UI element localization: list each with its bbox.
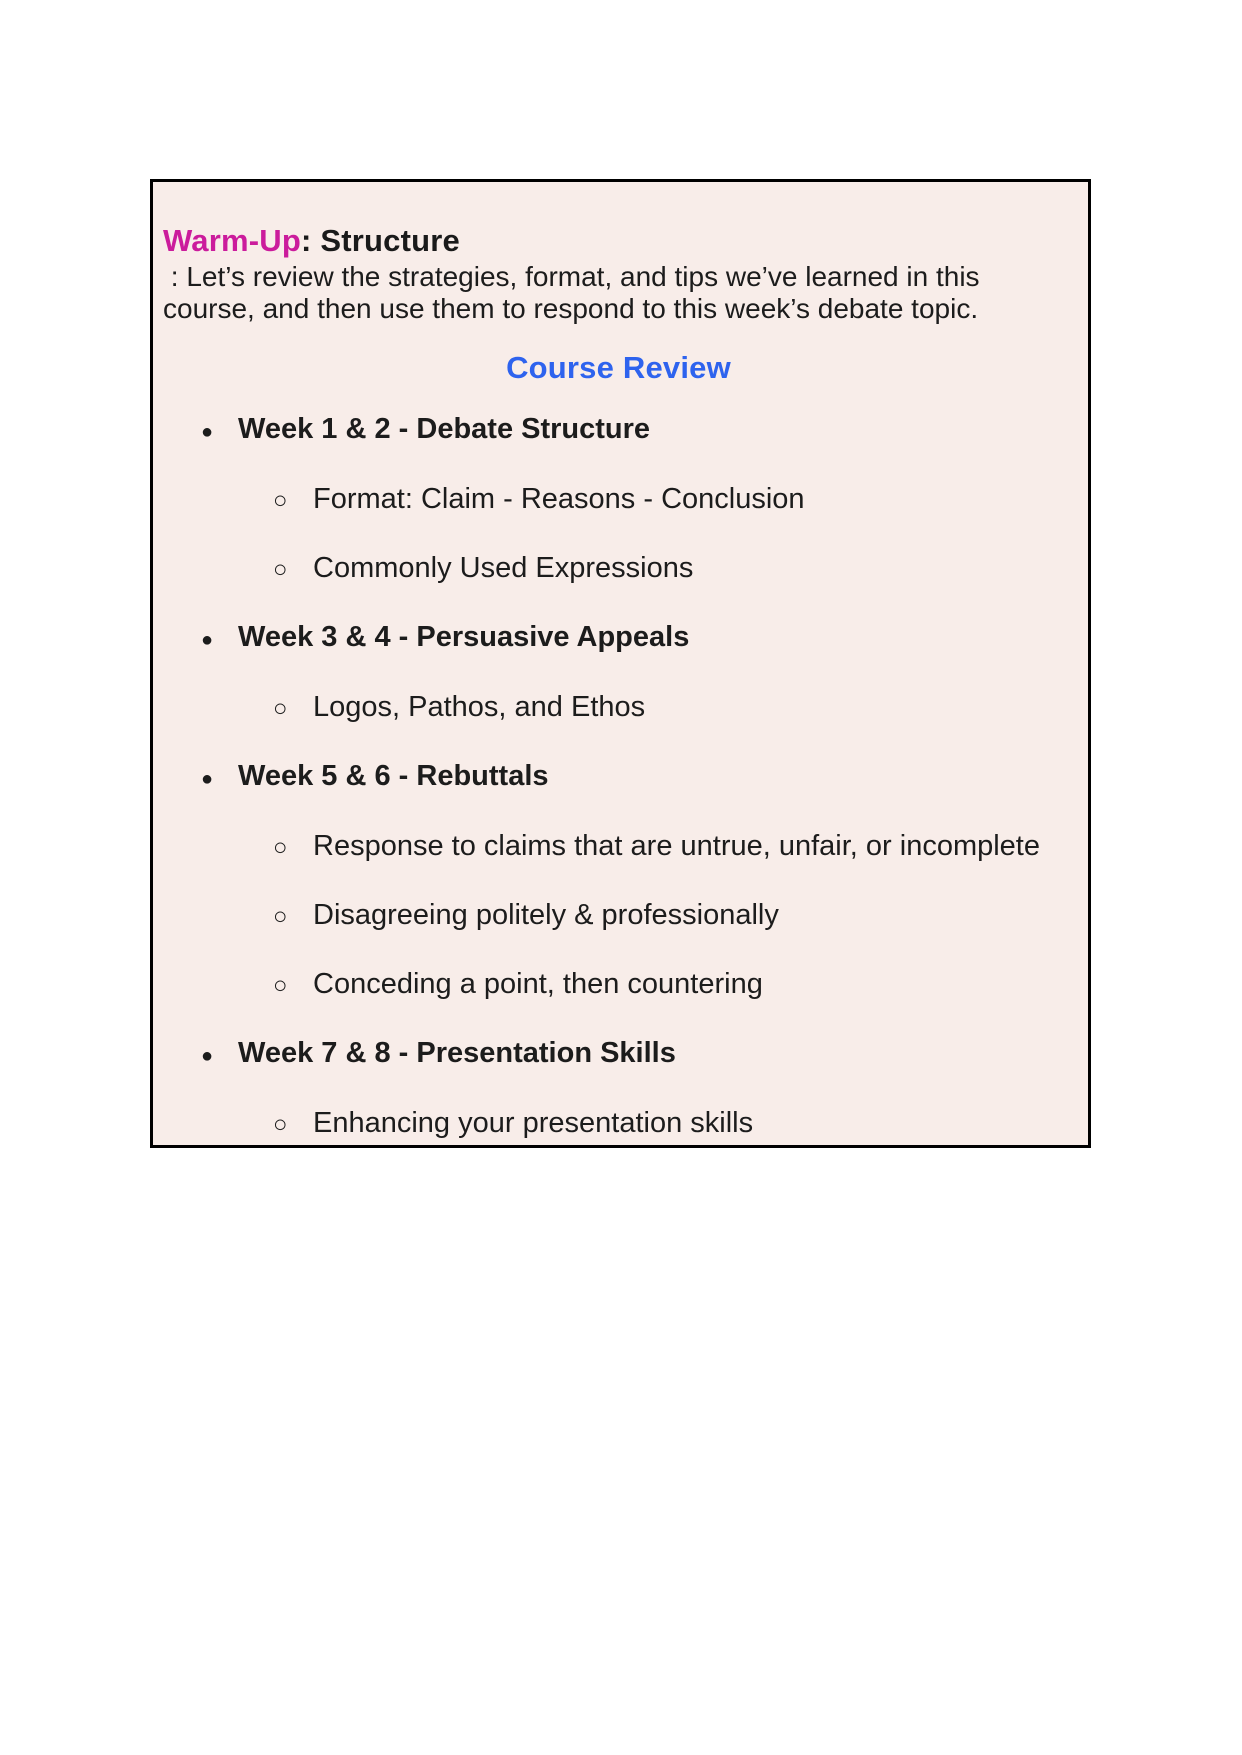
course-review-list [163,411,1074,1143]
warmup-card [150,179,1091,1148]
list-item-text: Disagreeing politely & professionally [313,899,779,932]
bullet-icon: ○ [273,834,288,862]
list-item-text: Format: Claim - Reasons - Conclusion [313,483,805,516]
list-item [267,828,1074,866]
card-subtitle [163,261,1074,325]
bullet-icon: ○ [273,1111,288,1139]
list-item [267,689,1074,727]
list-item-text: Week 1 & 2 - Debate Structure [238,413,651,446]
bullet-icon: ● [201,1045,214,1068]
card-title [163,222,1074,259]
bullet-icon: ● [201,768,214,791]
list-item-text: Commonly Used Expressions [313,552,694,585]
list-item [193,1035,1074,1074]
bullet-icon: ○ [273,556,288,584]
list-item-text: Week 5 & 6 - Rebuttals [238,760,549,793]
list-item [267,966,1074,1004]
list-item-text: Week 3 & 4 - Persuasive Appeals [238,621,690,654]
bullet-icon: ○ [273,972,288,1000]
card-title-rest: : Structure [301,223,460,258]
bullet-icon: ● [201,421,214,444]
bullet-icon: ○ [273,487,288,515]
list-item [193,619,1074,658]
list-item-text: Week 7 & 8 - Presentation Skills [238,1037,676,1070]
list-item [267,897,1074,935]
list-item-text: Conceding a point, then countering [313,968,763,1001]
subtitle-line-2: course, and then use them to respond to this week’s debate topic. [163,293,979,325]
list-item [267,1105,1074,1143]
bullet-icon: ● [201,629,214,652]
bullet-icon: ○ [273,903,288,931]
subtitle-line-1: : Let’s review the strategies, format, and tips we’ve learned in this [163,261,980,293]
list-item-text: Enhancing your presentation skills [313,1107,754,1140]
list-item [267,481,1074,519]
list-item [267,550,1074,588]
list-item-text: Logos, Pathos, and Ethos [313,691,646,724]
list-item [193,758,1074,797]
section-heading: Course Review [506,350,731,386]
bullet-icon: ○ [273,695,288,723]
list-item [193,411,1074,450]
warmup-label: Warm-Up [163,223,302,258]
list-item-text: Response to claims that are untrue, unfair, or incomplete [313,830,1040,863]
